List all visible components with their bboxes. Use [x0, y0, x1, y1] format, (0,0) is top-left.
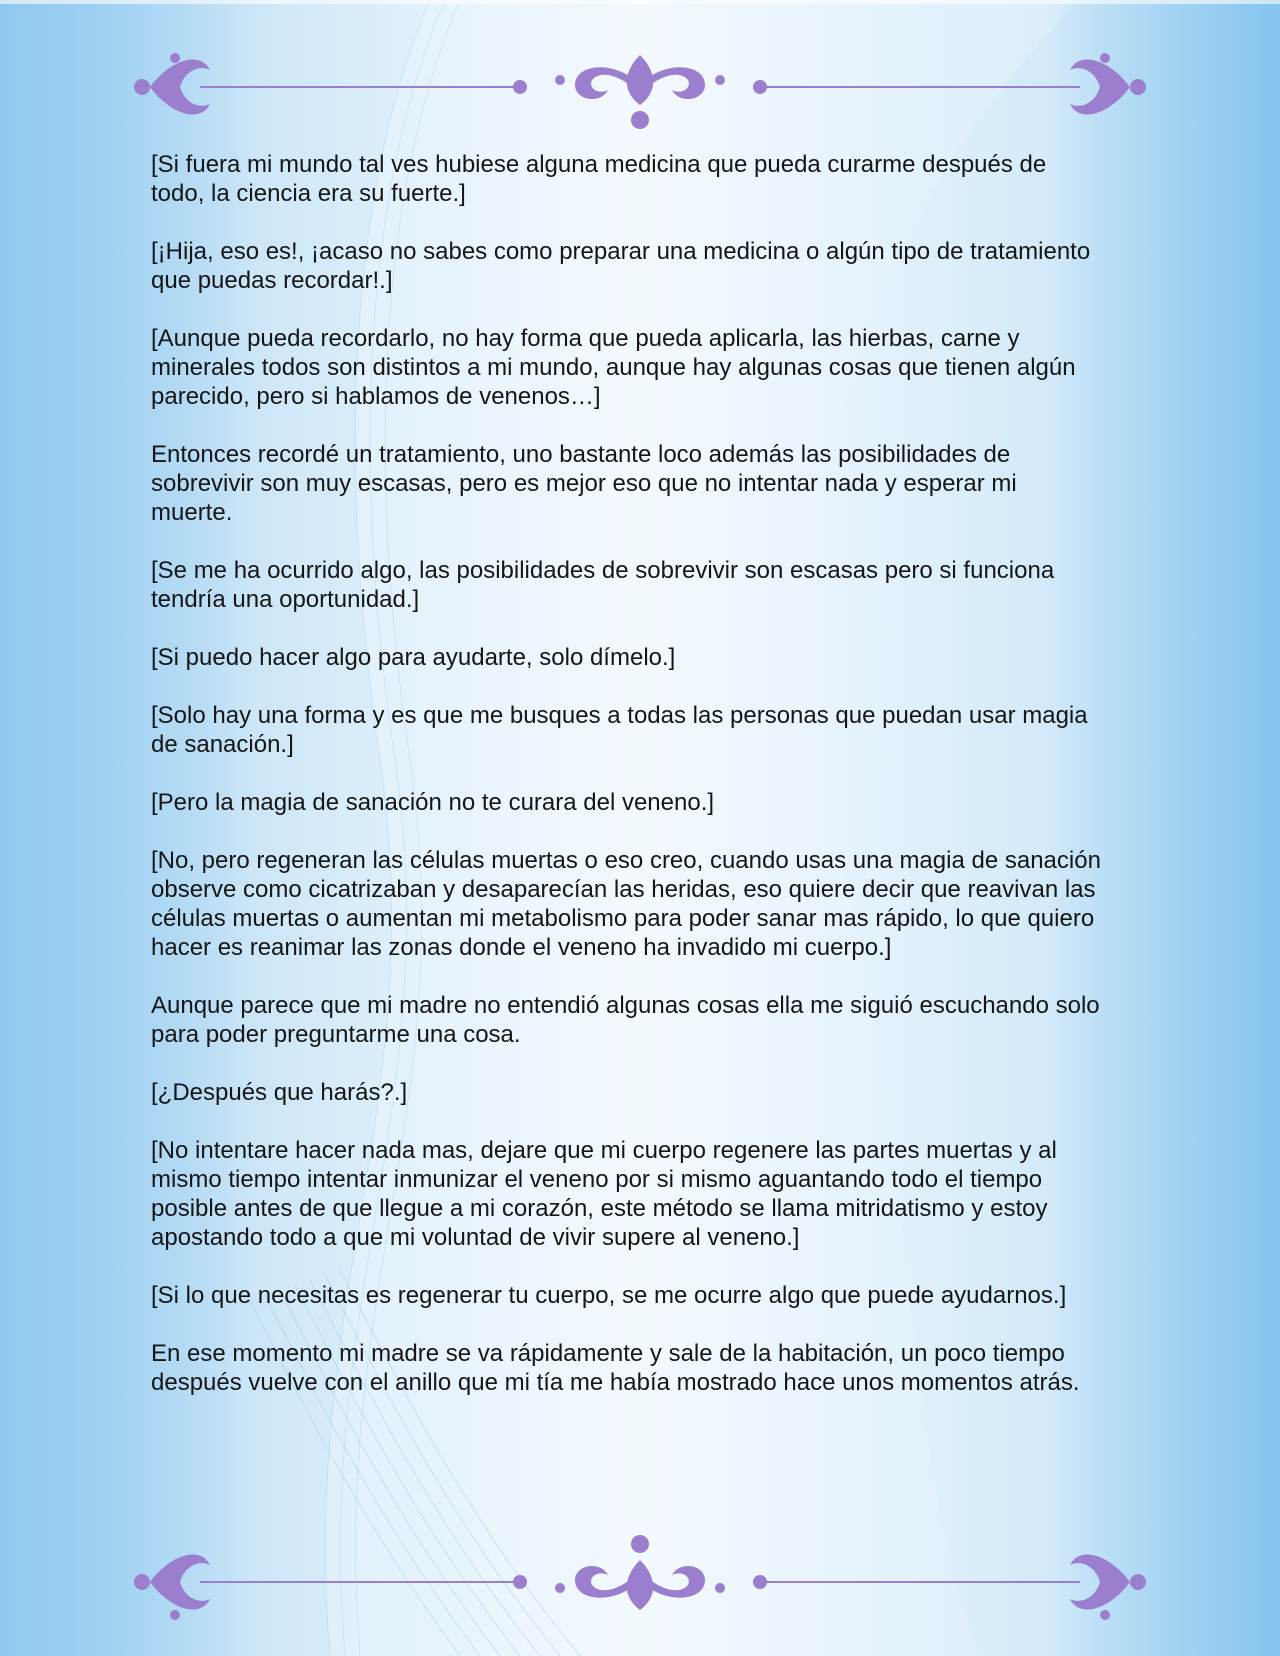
paragraph: Aunque parece que mi madre no entendió algunas cosas ella me siguió escuchando solo para poder preguntarme una cosa. [151, 992, 1100, 1048]
paragraph: [Pero la magia de sanación no te curara del veneno.] [151, 789, 715, 816]
paragraph: En ese momento mi madre se va rápidamente y sale de la habitación, un poco tiempo después vuelve con el anillo que mi tía me había mostrado hace unos momentos atrás. [151, 1340, 1080, 1396]
paragraph: [¿Después que harás?.] [151, 1079, 408, 1106]
paragraph: [No, pero regeneran las células muertas o eso creo, cuando usas una magia de sanación observe como cicatrizaban y desaparecían las heridas, eso quiere decir que reavivan las células muertas o aumentan mi metabolismo para poder sanar mas rápido, lo que quiero hacer es reanimar las zonas donde el veneno ha invadido mi cuerpo.] [151, 847, 1101, 961]
paragraph: [Aunque pueda recordarlo, no hay forma que pueda aplicarla, las hierbas, carne y minerales todos son distintos a mi mundo, aunque hay algunas cosas que tienen algún parecido, pero si hablamos de venenos…] [151, 325, 1076, 410]
paragraph: Entonces recordé un tratamiento, uno bastante loco además las posibilidades de sobrevivir son muy escasas, pero es mejor eso que no intentar nada y esperar mi muerte. [151, 441, 1017, 526]
paragraph: [No intentare hacer nada mas, dejare que mi cuerpo regenere las partes muertas y al mismo tiempo intentar inmunizar el veneno por si mismo aguantando todo el tiempo posible antes de que llegue a mi corazón, este método se llama mitridatismo y estoy apostando todo a que mi voluntad de vivir supere al veneno.] [151, 1137, 1057, 1251]
top-ornament [130, 40, 1150, 140]
paragraph: [Si puedo hacer algo para ayudarte, solo dímelo.] [151, 644, 676, 671]
paragraph: [¡Hija, eso es!, ¡acaso no sabes como preparar una medicina o algún tipo de tratamiento que puedas recordar!.] [151, 238, 1091, 294]
bottom-ornament [130, 1530, 1150, 1630]
paragraph: [Si lo que necesitas es regenerar tu cuerpo, se me ocurre algo que puede ayudarnos.] [151, 1282, 1067, 1309]
paragraph: [Se me ha ocurrido algo, las posibilidades de sobrevivir son escasas pero si funciona tendría una oportunidad.] [151, 557, 1055, 613]
paragraph: [Si fuera mi mundo tal ves hubiese alguna medicina que pueda curarme después de todo, la ciencia era su fuerte.] [151, 151, 1047, 207]
story-text [151, 150, 1101, 1426]
paragraph: [Solo hay una forma y es que me busques a todas las personas que puedan usar magia de sanación.] [151, 702, 1088, 758]
